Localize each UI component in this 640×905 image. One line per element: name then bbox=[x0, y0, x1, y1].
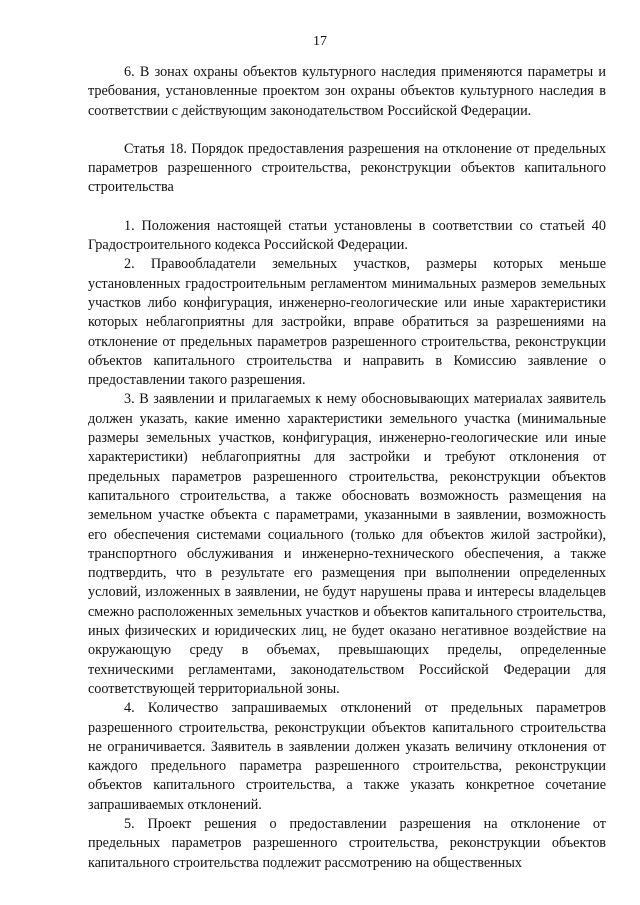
paragraph-6: 6. В зонах охраны объектов культурного наследия применяются параметры и требования, установленные проектом зон охраны объектов культурного наследия в соответствии с действующим законодательством Российской Федерации. bbox=[88, 64, 606, 119]
page-number: 17 bbox=[313, 34, 327, 49]
paragraph-4: 4. Количество запрашиваемых отклонений от предельных параметров разрешенного строительства, реконструкции объектов капитального строительства не ограничивается. Заявитель в заявлении должен указать величину отклонения от каждого предельного параметра разрешенного строительства, реконструкции объектов капитального строительства, а также указать конкретное сочетание запрашиваемых отклонений. bbox=[88, 700, 606, 813]
paragraph-1: 1. Положения настоящей статьи установлены в соответствии со статьей 40 Градостроительного кодекса Российской Федерации. bbox=[88, 217, 606, 254]
paragraph-3: 3. В заявлении и прилагаемых к нему обосновывающих материалах заявитель должен указать, какие именно характеристики земельного участка (минимальные размеры земельных участков, конфигурация, инженерно-геологические или иные характеристики) неблагоприятны для застройки и требуют отклонения от предельных параметров разрешенного строительства, реконструкции объектов капитального строительства, а также обосновать возможность размещения на земельном участке объекта с параметрами, указанными в заявлении, возможность его обеспечения системами социального (только для объектов жилой застройки), транспортного обслуживания и инженерно-технического обеспечения, а также подтвердить, что в результате его размещения при выполнении определенных условий, изложенных в заявлении, не будут нарушены права и интересы владельцев смежно расположенных земельных участков и объектов капитального строительства, иных физических и юридических лиц, не будет оказано негативное воздействие на окружающую среду в объемах, превышающих пределы, определенные техническими регламентами, законодательством Российской Федерации для соответствующей территориальной зоны. bbox=[88, 391, 606, 697]
document-body bbox=[88, 63, 606, 873]
spacer bbox=[88, 198, 606, 217]
paragraph-5: 5. Проект решения о предоставлении разрешения на отклонение от предельных параметров разрешенного строительства, реконструкции объектов капитального строительства подлежит рассмотрению на общественных bbox=[88, 815, 606, 871]
article-18-heading: Статья 18. Порядок предоставления разрешения на отклонение от предельных параметров разрешенного строительства, реконструкции объектов капитального строительства bbox=[88, 140, 606, 196]
spacer bbox=[88, 121, 606, 140]
paragraph-2: 2. Правообладатели земельных участков, размеры которых меньше установленных градостроительным регламентом минимальных размеров земельных участков либо конфигурация, инженерно-геологические или иные характеристики которых неблагоприятны для застройки, вправе обратиться за разрешениями на отклонение от предельных параметров разрешенного строительства, реконструкции объектов капитального строительства и направить в Комиссию заявление о предоставлении такого разрешения. bbox=[88, 256, 606, 389]
